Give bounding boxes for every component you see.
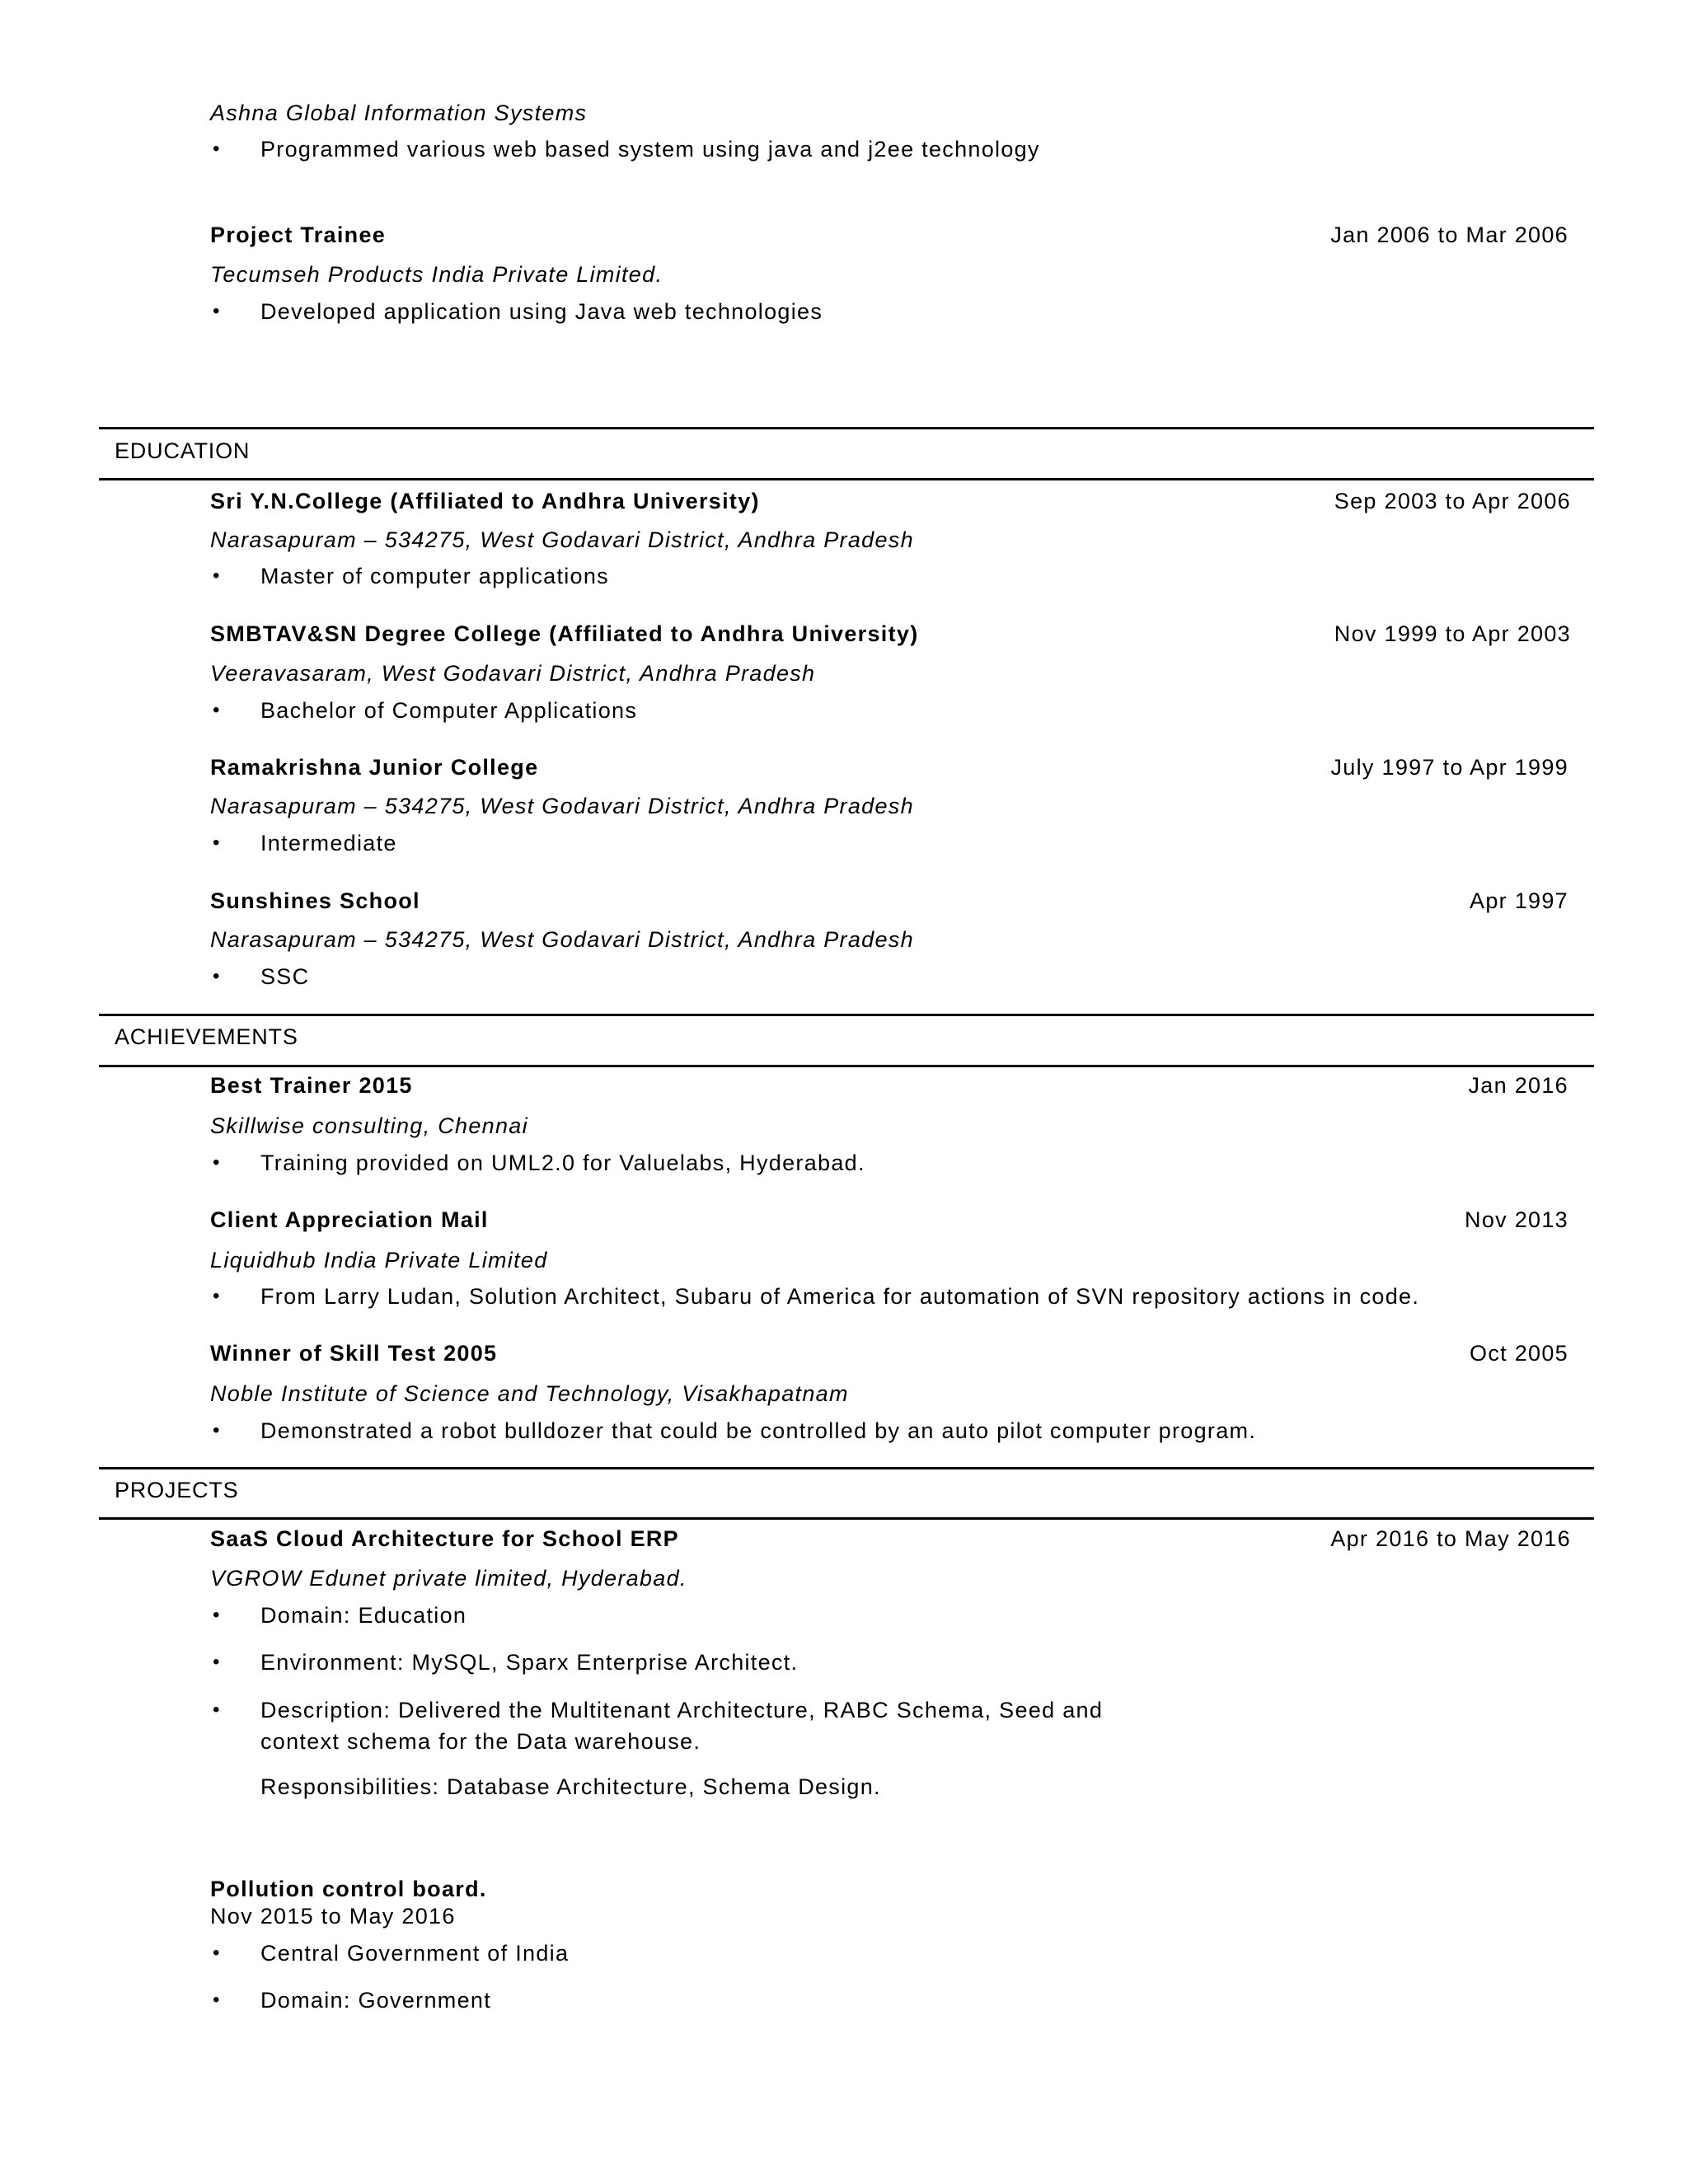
education-location: Narasapuram – 534275, West Godavari District, Andhra Pradesh: [210, 927, 914, 952]
bullet-icon: •: [213, 1651, 220, 1673]
project-description: Description: Delivered the Multitenant Architecture, RABC Schema, Seed and: [260, 1698, 1104, 1722]
section-heading-achievements: ACHIEVEMENTS: [115, 1024, 298, 1049]
achievement-name: Client Appreciation Mail: [210, 1207, 489, 1232]
project-environment: Environment: MySQL, Sparx Enterprise Architect.: [260, 1650, 799, 1675]
project-client: Central Government of India: [260, 1941, 570, 1966]
education-name: Sri Y.N.College (Affiliated to Andhra University): [210, 489, 760, 513]
education-degree: Intermediate: [260, 831, 397, 855]
bullet-text: Developed application using Java web technologies: [260, 299, 823, 324]
achievement-org: Skillwise consulting, Chennai: [210, 1113, 528, 1138]
bullet-icon: •: [213, 1942, 220, 1964]
achievement-detail: Demonstrated a robot bulldozer that could be controlled by an auto pilot computer program.: [260, 1418, 1257, 1443]
education-location: Narasapuram – 534275, West Godavari District, Andhra Pradesh: [210, 527, 914, 552]
bullet-icon: •: [213, 1604, 220, 1626]
achievement-date: Jan 2016: [1468, 1073, 1568, 1098]
bullet-text: Programmed various web based system using java and j2ee technology: [260, 137, 1040, 162]
education-degree: Master of computer applications: [260, 564, 609, 588]
role-dates: Jan 2006 to Mar 2006: [1330, 223, 1568, 247]
project-domain: Domain: Education: [260, 1603, 467, 1628]
education-degree: Bachelor of Computer Applications: [260, 698, 638, 723]
achievement-detail: Training provided on UML2.0 for Valuelabs, Hyderabad.: [260, 1151, 865, 1175]
bullet-icon: •: [213, 300, 220, 322]
education-dates: Nov 1999 to Apr 2003: [1334, 621, 1571, 646]
achievement-org: Noble Institute of Science and Technology, Visakhapatnam: [210, 1381, 849, 1406]
project-responsibilities: Responsibilities: Database Architecture, Schema Design.: [260, 1774, 881, 1799]
education-dates: Sep 2003 to Apr 2006: [1334, 489, 1571, 513]
project-dates: Nov 2015 to May 2016: [210, 1904, 456, 1929]
project-org: VGROW Edunet private limited, Hyderabad.: [210, 1566, 687, 1591]
bullet-icon: •: [213, 565, 220, 587]
bullet-icon: •: [213, 1699, 220, 1721]
education-name: SMBTAV&SN Degree College (Affiliated to Andhra University): [210, 621, 919, 646]
education-name: Sunshines School: [210, 888, 420, 913]
education-dates: July 1997 to Apr 1999: [1330, 755, 1568, 780]
bullet-icon: •: [213, 1285, 220, 1307]
education-degree: SSC: [260, 964, 310, 989]
project-domain: Domain: Government: [260, 1988, 492, 2013]
bullet-icon: •: [213, 1419, 220, 1441]
role-title-project-trainee: Project Trainee: [210, 223, 387, 247]
bullet-icon: •: [213, 1151, 220, 1174]
section-rule-top: [99, 1014, 1594, 1016]
achievement-org: Liquidhub India Private Limited: [210, 1248, 548, 1272]
education-name: Ramakrishna Junior College: [210, 755, 539, 780]
bullet-icon: •: [213, 138, 220, 160]
section-rule-top: [99, 1467, 1594, 1469]
achievement-name: Winner of Skill Test 2005: [210, 1341, 498, 1366]
achievement-date: Nov 2013: [1465, 1207, 1568, 1232]
company-ashna: Ashna Global Information Systems: [210, 101, 588, 125]
project-name: Pollution control board.: [210, 1877, 487, 1901]
section-rule-bottom: [99, 478, 1594, 480]
project-description-cont: context schema for the Data warehouse.: [260, 1729, 701, 1754]
education-location: Veeravasaram, West Godavari District, Andhra Pradesh: [210, 661, 816, 686]
section-heading-projects: PROJECTS: [115, 1478, 239, 1502]
section-rule-bottom: [99, 1065, 1594, 1067]
achievement-date: Oct 2005: [1470, 1341, 1568, 1366]
project-dates: Apr 2016 to May 2016: [1330, 1526, 1571, 1551]
education-dates: Apr 1997: [1470, 888, 1568, 913]
section-rule-bottom: [99, 1517, 1594, 1520]
bullet-icon: •: [213, 832, 220, 854]
bullet-icon: •: [213, 1989, 220, 2011]
company-tecumseh: Tecumseh Products India Private Limited.: [210, 262, 663, 287]
section-rule-top: [99, 427, 1594, 429]
bullet-icon: •: [213, 699, 220, 721]
project-name: SaaS Cloud Architecture for School ERP: [210, 1526, 679, 1551]
achievement-detail: From Larry Ludan, Solution Architect, Subaru of America for automation of SVN repository actions in code.: [260, 1284, 1420, 1309]
achievement-name: Best Trainer 2015: [210, 1073, 413, 1098]
education-location: Narasapuram – 534275, West Godavari District, Andhra Pradesh: [210, 794, 914, 818]
bullet-icon: •: [213, 965, 220, 987]
section-heading-education: EDUCATION: [115, 438, 251, 463]
